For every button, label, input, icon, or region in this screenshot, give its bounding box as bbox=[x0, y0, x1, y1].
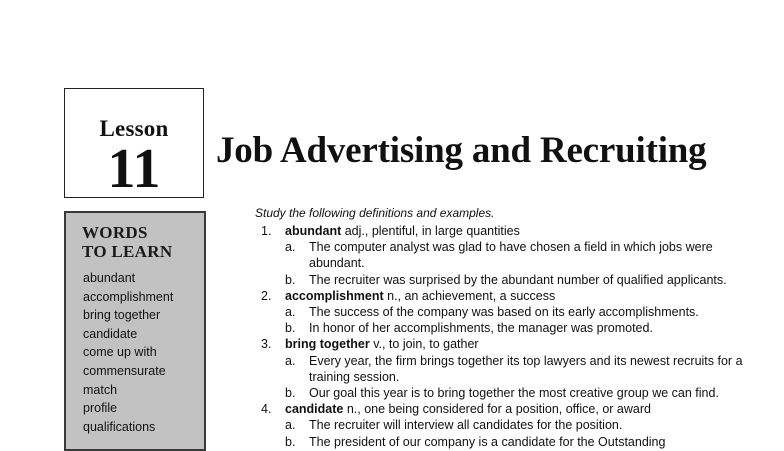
example-item bbox=[285, 353, 761, 385]
example-letter: a. bbox=[285, 305, 296, 320]
definition-entry bbox=[261, 401, 761, 417]
word-item: come up with bbox=[83, 345, 157, 360]
example-letter: b. bbox=[285, 272, 296, 287]
entry-number: 1. bbox=[261, 224, 272, 238]
example-text: Our goal this year is to bring together the most creative group we can find. bbox=[309, 386, 719, 401]
word-item: accomplishment bbox=[83, 289, 174, 304]
entry-number: 3. bbox=[261, 337, 272, 352]
word-item: profile bbox=[83, 401, 118, 416]
entry-definition: n., one being considered for a position, office, or award bbox=[343, 402, 651, 417]
example-text: The computer analyst was glad to have chosen a field in which jobs were abundant. bbox=[309, 240, 713, 271]
example-letter: a. bbox=[285, 418, 296, 433]
lesson-number: 11 bbox=[107, 138, 161, 200]
instructions: Study the following definitions and examples. bbox=[255, 206, 495, 220]
example-text: Every year, the firm brings together its top lawyers and its newest recruits for a training session. bbox=[309, 353, 743, 384]
example-list bbox=[285, 353, 761, 402]
example-text: The recruiter was surprised by the abundant number of qualified applicants. bbox=[309, 272, 727, 287]
page-title: Job Advertising and Recruiting bbox=[216, 130, 707, 171]
entry-headline bbox=[285, 336, 479, 352]
sidebar-heading bbox=[82, 223, 172, 261]
word-list bbox=[83, 269, 173, 436]
example-item bbox=[285, 417, 761, 433]
entry-definition: adj., plentiful, in large quantities bbox=[341, 224, 520, 238]
word-item: candidate bbox=[83, 326, 138, 341]
example-letter: a. bbox=[285, 240, 296, 255]
word-item: abundant bbox=[83, 271, 136, 285]
entry-term: bring together bbox=[285, 337, 370, 352]
entry-term: abundant bbox=[285, 224, 342, 238]
example-list bbox=[285, 417, 761, 449]
entry-term: candidate bbox=[285, 402, 344, 417]
example-text: In honor of her accomplishments, the manager was promoted. bbox=[309, 321, 653, 336]
example-item bbox=[285, 239, 761, 271]
example-letter: b. bbox=[285, 434, 296, 449]
example-letter: b. bbox=[285, 386, 296, 401]
word-item: bring together bbox=[83, 308, 161, 323]
example-item bbox=[285, 304, 761, 320]
example-letter: a. bbox=[285, 353, 296, 368]
entry-term: accomplishment bbox=[285, 288, 384, 303]
words-to-learn-sidebar bbox=[64, 211, 206, 451]
entry-headline bbox=[285, 401, 651, 417]
entry-headline bbox=[285, 223, 520, 239]
word-item: commensurate bbox=[83, 363, 166, 378]
entry-headline bbox=[285, 288, 555, 304]
entry-definition: v., to join, to gather bbox=[369, 337, 479, 352]
example-item bbox=[285, 272, 761, 288]
example-item bbox=[285, 434, 761, 450]
entry-number: 4. bbox=[261, 402, 272, 417]
definition-entry bbox=[261, 223, 761, 239]
example-list bbox=[285, 239, 761, 288]
word-item: qualifications bbox=[83, 419, 156, 434]
example-letter: b. bbox=[285, 321, 296, 336]
entry-number: 2. bbox=[261, 288, 272, 303]
sidebar-heading-line1: WORDS bbox=[82, 223, 148, 242]
example-item bbox=[285, 385, 761, 401]
example-text: The president of our company is a candidate for the Outstanding bbox=[309, 434, 666, 449]
lesson-box bbox=[64, 88, 204, 198]
definition-list bbox=[261, 223, 761, 450]
entry-definition: n., an achievement, a success bbox=[383, 288, 556, 303]
sidebar-heading-line2: TO LEARN bbox=[82, 242, 173, 261]
definition-entry bbox=[261, 336, 761, 352]
lesson-label: Lesson bbox=[99, 116, 169, 141]
example-text: The success of the company was based on its early accomplishments. bbox=[309, 305, 699, 320]
definition-entry bbox=[261, 288, 761, 304]
example-item bbox=[285, 320, 761, 336]
word-item: match bbox=[83, 382, 118, 397]
example-list bbox=[285, 304, 761, 336]
example-text: The recruiter will interview all candidates for the position. bbox=[309, 418, 623, 433]
